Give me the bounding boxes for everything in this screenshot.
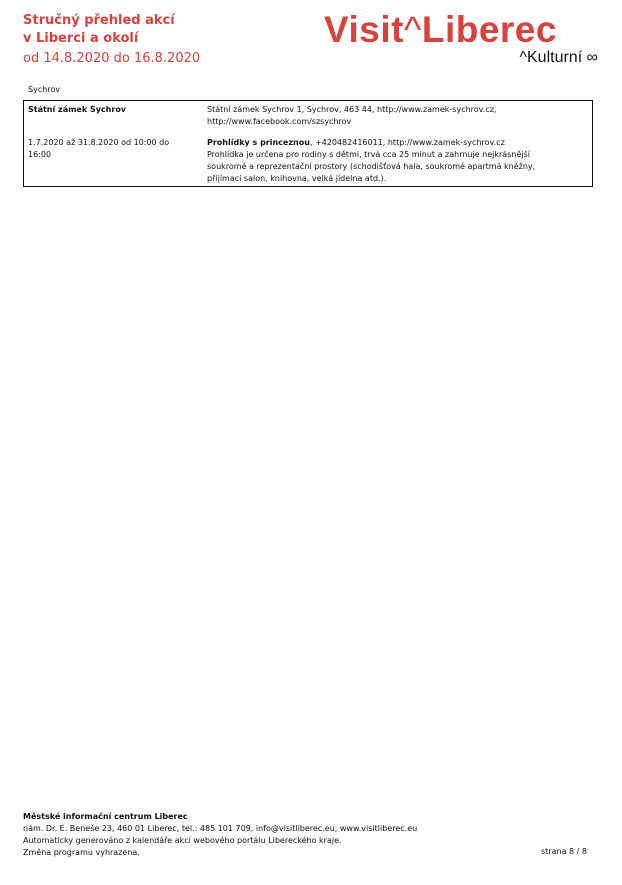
event-description [207,137,587,185]
footer-disclaimer: Změna programu vyhrazena. [23,848,140,857]
event-description-line-2: soukromé a reprezentační prostory (schodišťová hala, soukromé apartmá kněžny, [207,162,536,171]
logo-caret: ^ [403,9,422,50]
venue-address-line-1: Státní zámek Sychrov 1, Sychrov, 463 44, http://www.zamek-sychrov.cz, [207,105,497,114]
footer-organization: Městské informační centrum Liberec [23,812,188,821]
title-line-1: Stručný přehled akcí [23,13,175,28]
event-date-line-2: 16:00 [28,150,52,159]
logo-tagline: ^Kulturní ∞ [519,49,598,66]
venue-address [207,104,577,128]
event-date [28,137,193,161]
footer-generated-note: Automaticky generováno z kalendáře akcí webového portálu Libereckého kraje. [23,836,342,845]
event-description-line-3: přijímací salon, knihovna, velká jídelna atd.). [207,174,387,183]
page-number: strana 8 / 8 [541,847,587,856]
event-contact: , +420482416011, http://www.zamek-sychrov.cz [309,138,505,147]
event-entry [23,100,593,187]
document-title [23,12,200,68]
venue-address-line-2: http://www.facebook.com/szsychrov [207,117,352,126]
logo-wordmark [324,10,600,50]
date-range: od 14.8.2020 do 16.8.2020 [23,51,201,66]
logo-word-liberec: Liberec [421,9,557,50]
visit-liberec-logo [324,10,600,72]
event-description-line-1: Prohlídka je určena pro rodiny s dětmi, trvá cca 25 minut a zahrnuje nejkrásnější [207,150,530,159]
event-heading [207,137,587,149]
footer-address: nám. Dr. E. Beneše 23, 460 01 Liberec, tel.: 485 101 709, info@visitliberec.eu, www.visitliberec.eu [23,824,418,833]
venue-name: Státní zámek Sychrov [28,105,127,114]
title-line-2: v Liberci a okolí [23,31,139,46]
logo-word-visit: Visit [324,9,404,50]
event-date-line-1: 1.7.2020 až 31.8.2020 od 10:00 do [28,138,170,147]
event-title: Prohlídky s princeznou [207,138,310,147]
footer [23,811,417,859]
location-heading: Sychrov [28,85,61,94]
